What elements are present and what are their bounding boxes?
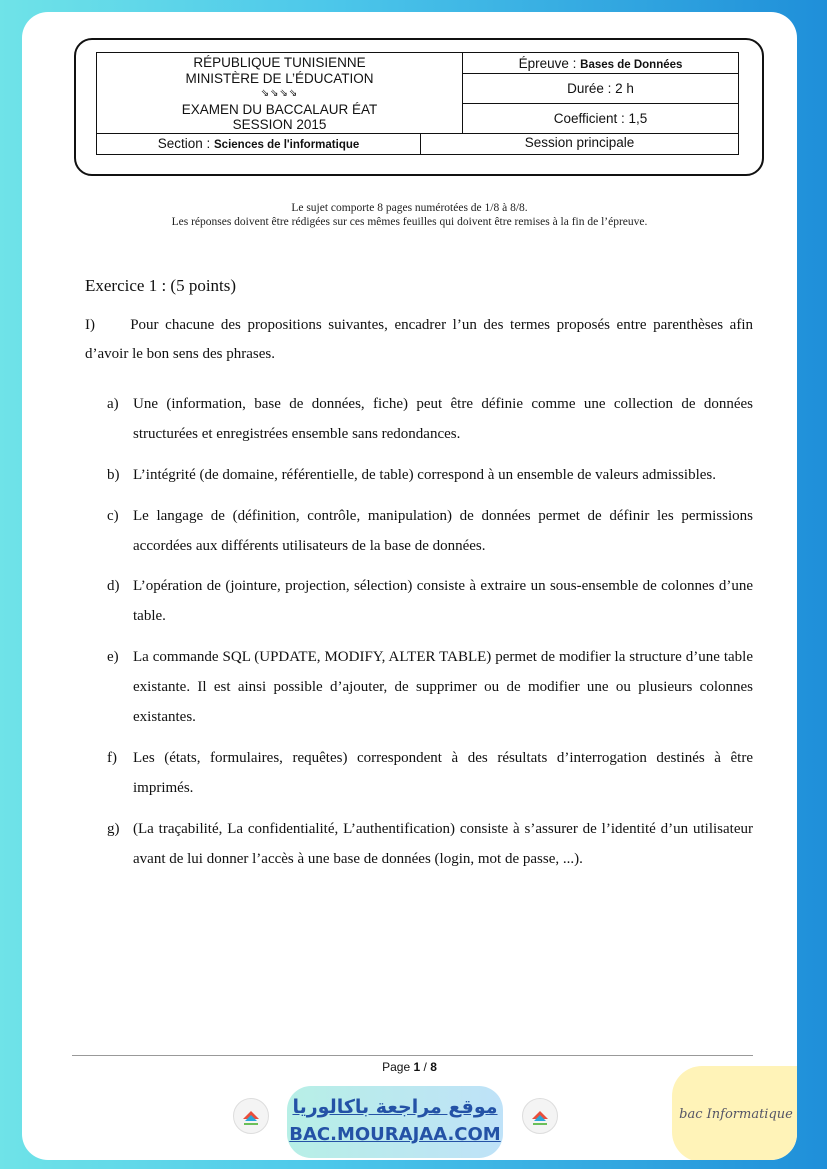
- instruction-text: Pour chacune des propositions suivantes, encadrer l’un des termes proposés entre parenthèses afin d’avoir le bon sens des phrases.: [85, 317, 754, 362]
- epreuve-value: Bases de Données: [580, 58, 683, 71]
- duree-cell: Durée : 2 h: [463, 74, 739, 104]
- list-item: [107, 642, 753, 732]
- badge-text: bac Informatique: [679, 1106, 793, 1122]
- item-label: c): [107, 508, 119, 524]
- ornament-divider: ⇘⇘⇘⇘: [260, 88, 299, 99]
- page-number: [22, 1060, 797, 1074]
- exam-name: EXAMEN DU BACCALAUR ÉAT: [181, 101, 378, 117]
- epreuve-label: Épreuve :: [518, 55, 577, 71]
- coefficient-cell: Coefficient : 1,5: [463, 103, 739, 133]
- part-label: I): [85, 317, 95, 333]
- item-label: g): [107, 821, 120, 837]
- item-text: L’intégrité (de domaine, référentielle, de table) correspond à un ensemble de valeurs admissibles.: [133, 467, 716, 483]
- exercise-instruction: [85, 311, 753, 369]
- header-table: [96, 52, 739, 155]
- page-total: 8: [430, 1060, 437, 1074]
- item-label: b): [107, 467, 120, 483]
- footer-divider: [72, 1055, 753, 1056]
- session-type: Session principale: [524, 134, 635, 150]
- banner-site-link[interactable]: BAC.MOURAJAA.COM: [289, 1124, 501, 1145]
- item-label: d): [107, 578, 120, 594]
- header-ministry-cell: [97, 53, 463, 134]
- item-label: a): [107, 396, 119, 412]
- ministry-name: MINISTÈRE DE L’ÉDUCATION: [185, 70, 374, 86]
- exam-header: [74, 38, 764, 176]
- banner-arabic-text: موقع مراجعة باكالوريا: [292, 1096, 498, 1118]
- session-year: SESSION 2015: [232, 117, 327, 132]
- page-current: 1: [413, 1060, 421, 1074]
- site-logo-icon: [233, 1098, 269, 1134]
- section-cell: [97, 134, 421, 154]
- page-separator: /: [420, 1060, 431, 1074]
- site-logo-icon: [522, 1098, 558, 1134]
- item-text: (La traçabilité, La confidentialité, L’authentification) consiste à s’assurer de l’identité d’un utilisateur avant de lui donner l’accès à une base de données (login, mot de passe, ...).: [133, 821, 753, 867]
- item-label: e): [107, 649, 119, 665]
- section-label: Section :: [157, 135, 211, 151]
- item-text: Les (états, formulaires, requêtes) correspondent à des résultats d’interrogation destinés à être imprimés.: [133, 750, 753, 796]
- item-text: La commande SQL (UPDATE, MODIFY, ALTER TABLE) permet de modifier la structure d’une table existante. Il est ainsi possible d’ajouter, de supprimer ou de modifier une ou plusieurs colonnes existantes.: [133, 649, 753, 725]
- exam-page: [22, 12, 797, 1160]
- item-label: f): [107, 750, 117, 766]
- section-value: Sciences de l'informatique: [214, 138, 360, 151]
- item-text: L’opération de (jointure, projection, sélection) consiste à extraire un sous-ensemble de colonnes d’une table.: [133, 578, 753, 624]
- item-text: Le langage de (définition, contrôle, manipulation) de données permet de définir les permissions accordées aux différents utilisateurs de la base de données.: [133, 508, 753, 554]
- country-name: RÉPUBLIQUE TUNISIENNE: [193, 55, 366, 70]
- epreuve-cell: [463, 53, 739, 74]
- bac-informatique-badge: [672, 1066, 797, 1160]
- intro-line-2: Les réponses doivent être rédigées sur ces mêmes feuilles qui doivent être remises à la fin de l’épreuve.: [171, 216, 648, 228]
- exercise-title: Exercice 1 : (5 points): [85, 276, 237, 295]
- list-item: [107, 389, 753, 449]
- list-item: [107, 571, 753, 631]
- intro-line-1: Le sujet comporte 8 pages numérotées de 1/8 à 8/8.: [291, 202, 528, 214]
- list-item: [107, 460, 753, 490]
- list-item: [107, 814, 753, 874]
- section-row: [97, 133, 739, 154]
- list-item: [107, 501, 753, 561]
- list-item: [107, 743, 753, 803]
- item-text: Une (information, base de données, fiche) peut être définie comme une collection de données structurées et enregistrées ensemble sans redondances.: [133, 396, 753, 442]
- site-banner[interactable]: [287, 1086, 503, 1158]
- page-label: Page: [382, 1060, 414, 1074]
